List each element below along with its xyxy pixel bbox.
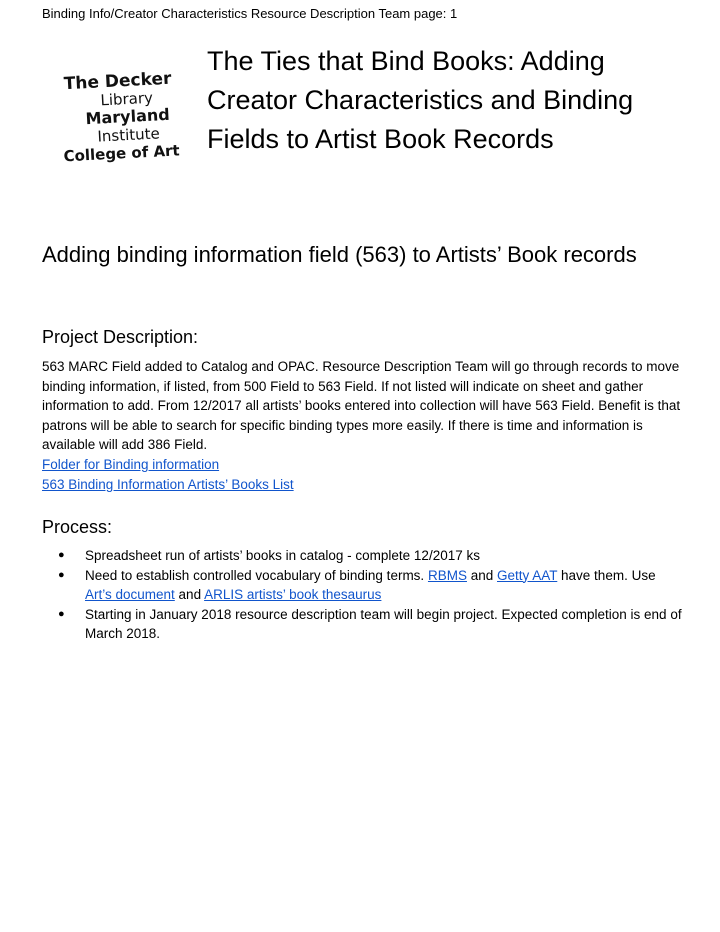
bullet-icon: ● bbox=[58, 549, 65, 561]
list-item-text: Starting in January 2018 resource description team will begin project. Expected completion is end of March 2018. bbox=[85, 606, 682, 641]
binding-info-list-link[interactable]: 563 Binding Information Artists’ Books List bbox=[42, 476, 294, 492]
list-item-text: Spreadsheet run of artists’ books in catalog - complete 12/2017 ks bbox=[85, 548, 480, 563]
logo-line-3: Maryland bbox=[85, 104, 171, 129]
list-item bbox=[42, 605, 682, 644]
logo-line-1: The Decker bbox=[63, 68, 172, 95]
list-item-text: have them. Use bbox=[557, 567, 656, 583]
section-heading: Adding binding information field (563) to Artists’ Book records bbox=[42, 242, 637, 267]
bullet-icon: ● bbox=[58, 607, 65, 620]
project-description-heading: Project Description: bbox=[42, 327, 199, 347]
logo-line-5: College of Art bbox=[63, 141, 181, 166]
list-item-text: and bbox=[174, 587, 205, 602]
list-item bbox=[42, 546, 682, 566]
list-item bbox=[42, 566, 682, 605]
page-header: Binding Info/Creator Characteristics Resource Description Team page: 1 bbox=[42, 6, 458, 21]
list-item-text: Need to establish controlled vocabulary of binding terms. bbox=[85, 567, 428, 583]
arlis-thesaurus-link[interactable]: ARLIS artists’ book thesaurus bbox=[204, 587, 382, 602]
logo-line-4: Institute bbox=[96, 124, 161, 146]
process-heading: Process: bbox=[42, 517, 113, 537]
bullet-icon: ● bbox=[58, 568, 65, 581]
document-title: The Ties that Bind Books: Adding Creator Characteristics and Binding Fields to Artist Book Records bbox=[207, 46, 634, 154]
process-list bbox=[42, 546, 682, 644]
list-item-text: and bbox=[466, 567, 497, 583]
rbms-link[interactable]: RBMS bbox=[427, 567, 467, 583]
decker-library-logo bbox=[59, 69, 196, 180]
getty-aat-link[interactable]: Getty AAT bbox=[497, 567, 558, 583]
logo-line-2: Library bbox=[100, 88, 154, 110]
project-links bbox=[42, 455, 294, 494]
project-description-text: 563 MARC Field added to Catalog and OPAC. Resource Description Team will go through records to move binding information, if listed, from 500 Field to 563 Field. If not listed will indicate on sheet and gather information to add. From 12/2017 all artists’ books entered into collection will have 563 Field. Benefit is that patrons will be able to search for specific binding types more easily. If there is time and information is available will add 386 Field. bbox=[42, 359, 681, 452]
folder-binding-info-link[interactable]: Folder for Binding information bbox=[42, 457, 220, 472]
arts-document-link[interactable]: Art’s document bbox=[85, 587, 175, 602]
